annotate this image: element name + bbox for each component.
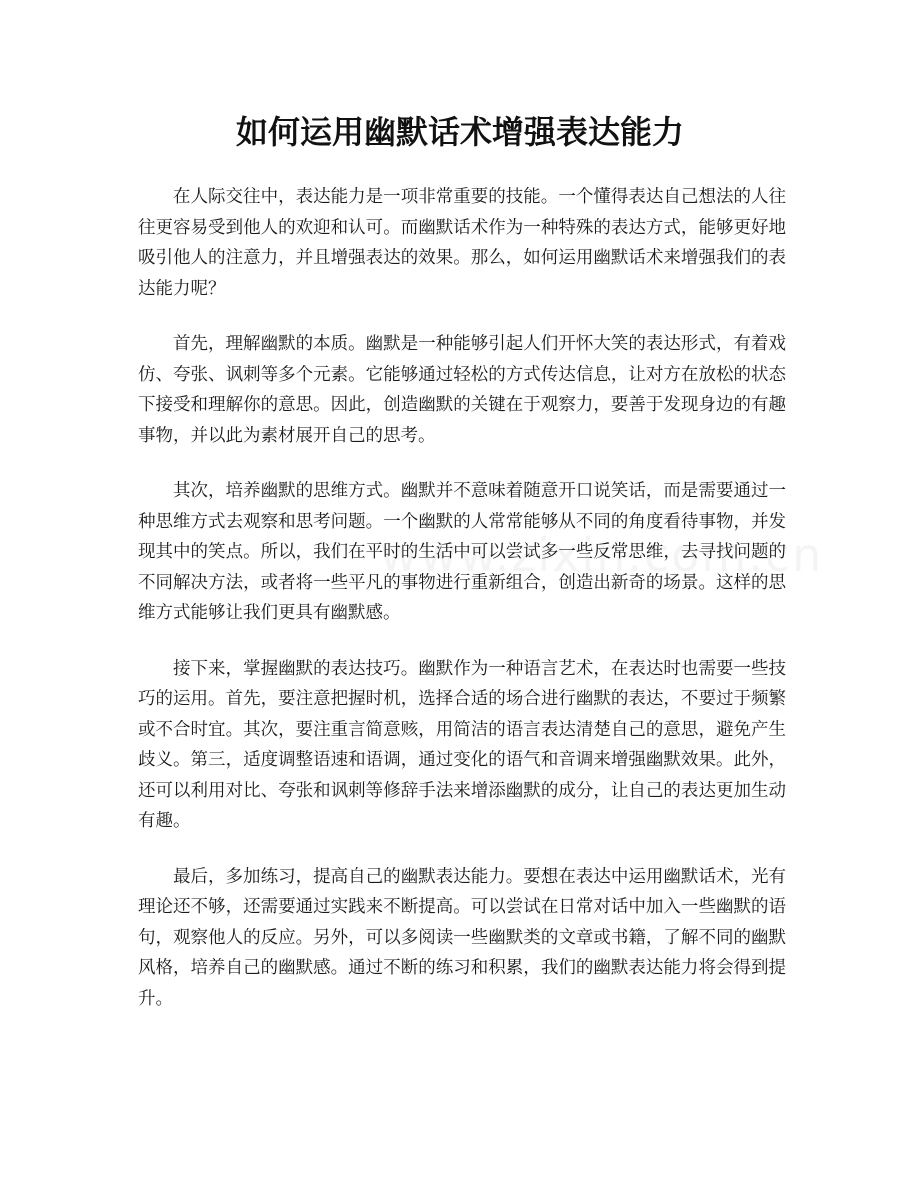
paragraph-1: 在人际交往中，表达能力是一项非常重要的技能。一个懂得表达自己想法的人往往更容易受到他人的欢迎和认可。而幽默话术作为一种特殊的表达方式，能够更好地吸引他人的注意力，并且增强表达的效果。那么，如何运用幽默话术来增强我们的表达能力呢？ <box>138 187 786 299</box>
paragraph-2: 首先，理解幽默的本质。幽默是一种能够引起人们开怀大笑的表达形式，有着戏仿、夸张、讽刺等多个元素。它能够通过轻松的方式传达信息，让对方在放松的状态下接受和理解你的意思。因此，创造幽默的关键在于观察力，要善于发现身边的有趣事物，并以此为素材展开自己的思考。 <box>138 334 786 446</box>
paragraph-3: 其次，培养幽默的思维方式。幽默并不意味着随意开口说笑话，而是需要通过一种思维方式去观察和思考问题。一个幽默的人常常能够从不同的角度看待事物，并发现其中的笑点。所以，我们在平时的生活中可以尝试多一些反常思维，去寻找问题的不同解决方法，或者将一些平凡的事物进行重新组合，创造出新奇的场景。这样的思维方式能够让我们更具有幽默感。 <box>138 481 786 623</box>
page-title: 如何运用幽默话术增强表达能力 <box>235 113 684 151</box>
paragraph-4: 接下来，掌握幽默的表达技巧。幽默作为一种语言艺术，在表达时也需要一些技巧的运用。首先，要注意把握时机，选择合适的场合进行幽默的表达，不要过于频繁或不合时宜。其次，要注重言简意赅，用简洁的语言表达清楚自己的意思，避免产生歧义。第三，适度调整语速和语调，通过变化的语气和音调来增强幽默效果。此外，还可以利用对比、夸张和讽刺等修辞手法来增添幽默的成分，让自己的表达更加生动有趣。 <box>138 658 786 831</box>
paragraph-5: 最后，多加练习，提高自己的幽默表达能力。要想在表达中运用幽默话术，光有理论还不够，还需要通过实践来不断提高。可以尝试在日常对话中加入一些幽默的语句，观察他人的反应。另外，可以多阅读一些幽默类的文章或书籍，了解不同的幽默风格，培养自己的幽默感。通过不断的练习和积累，我们的幽默表达能力将会得到提升。 <box>138 866 786 1009</box>
document-body <box>138 182 786 1039</box>
